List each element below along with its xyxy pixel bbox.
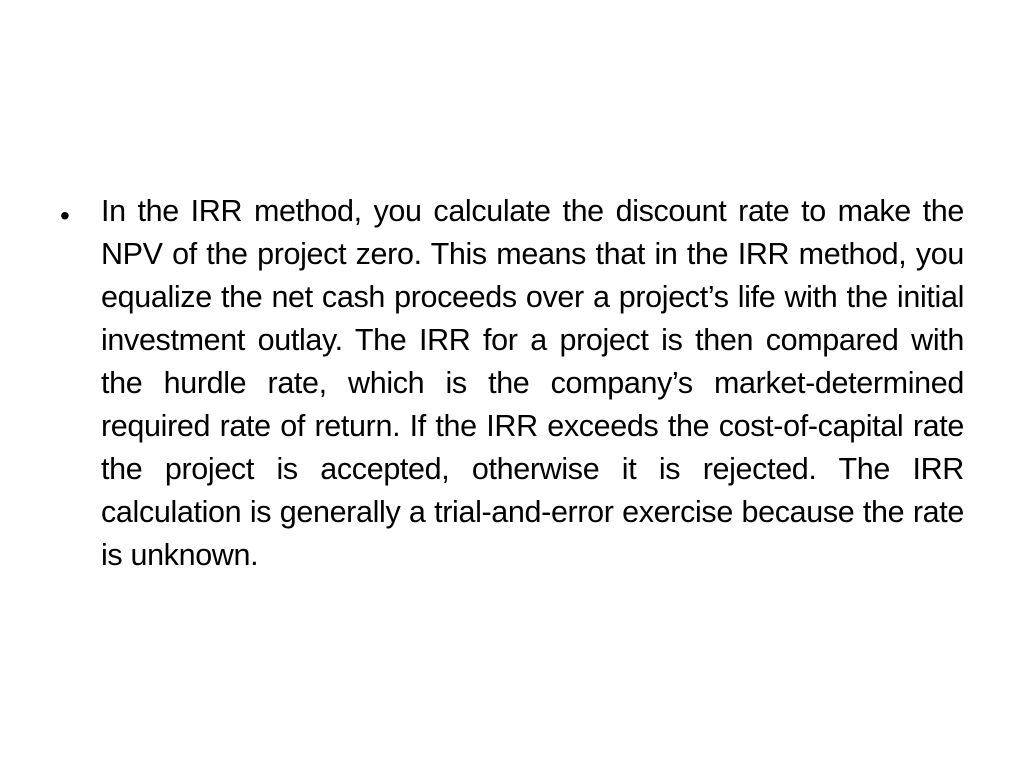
bullet-marker: • <box>60 200 70 231</box>
bullet-item <box>60 190 964 577</box>
slide-content <box>60 190 964 577</box>
bullet-text: In the IRR method, you calculate the discount rate to make the NPV of the project zero. This means that in the IRR method, you equalize the net cash proceeds over a project’s life with the initial investment outlay. The IRR for a project is then compared with the hurdle rate, which is the company’s market-determined required rate of return. If the IRR exceeds the cost-of-capital rate the project is accepted, otherwise it is rejected. The IRR calculation is generally a trial-and-error exercise because the rate is unknown. <box>101 194 964 572</box>
